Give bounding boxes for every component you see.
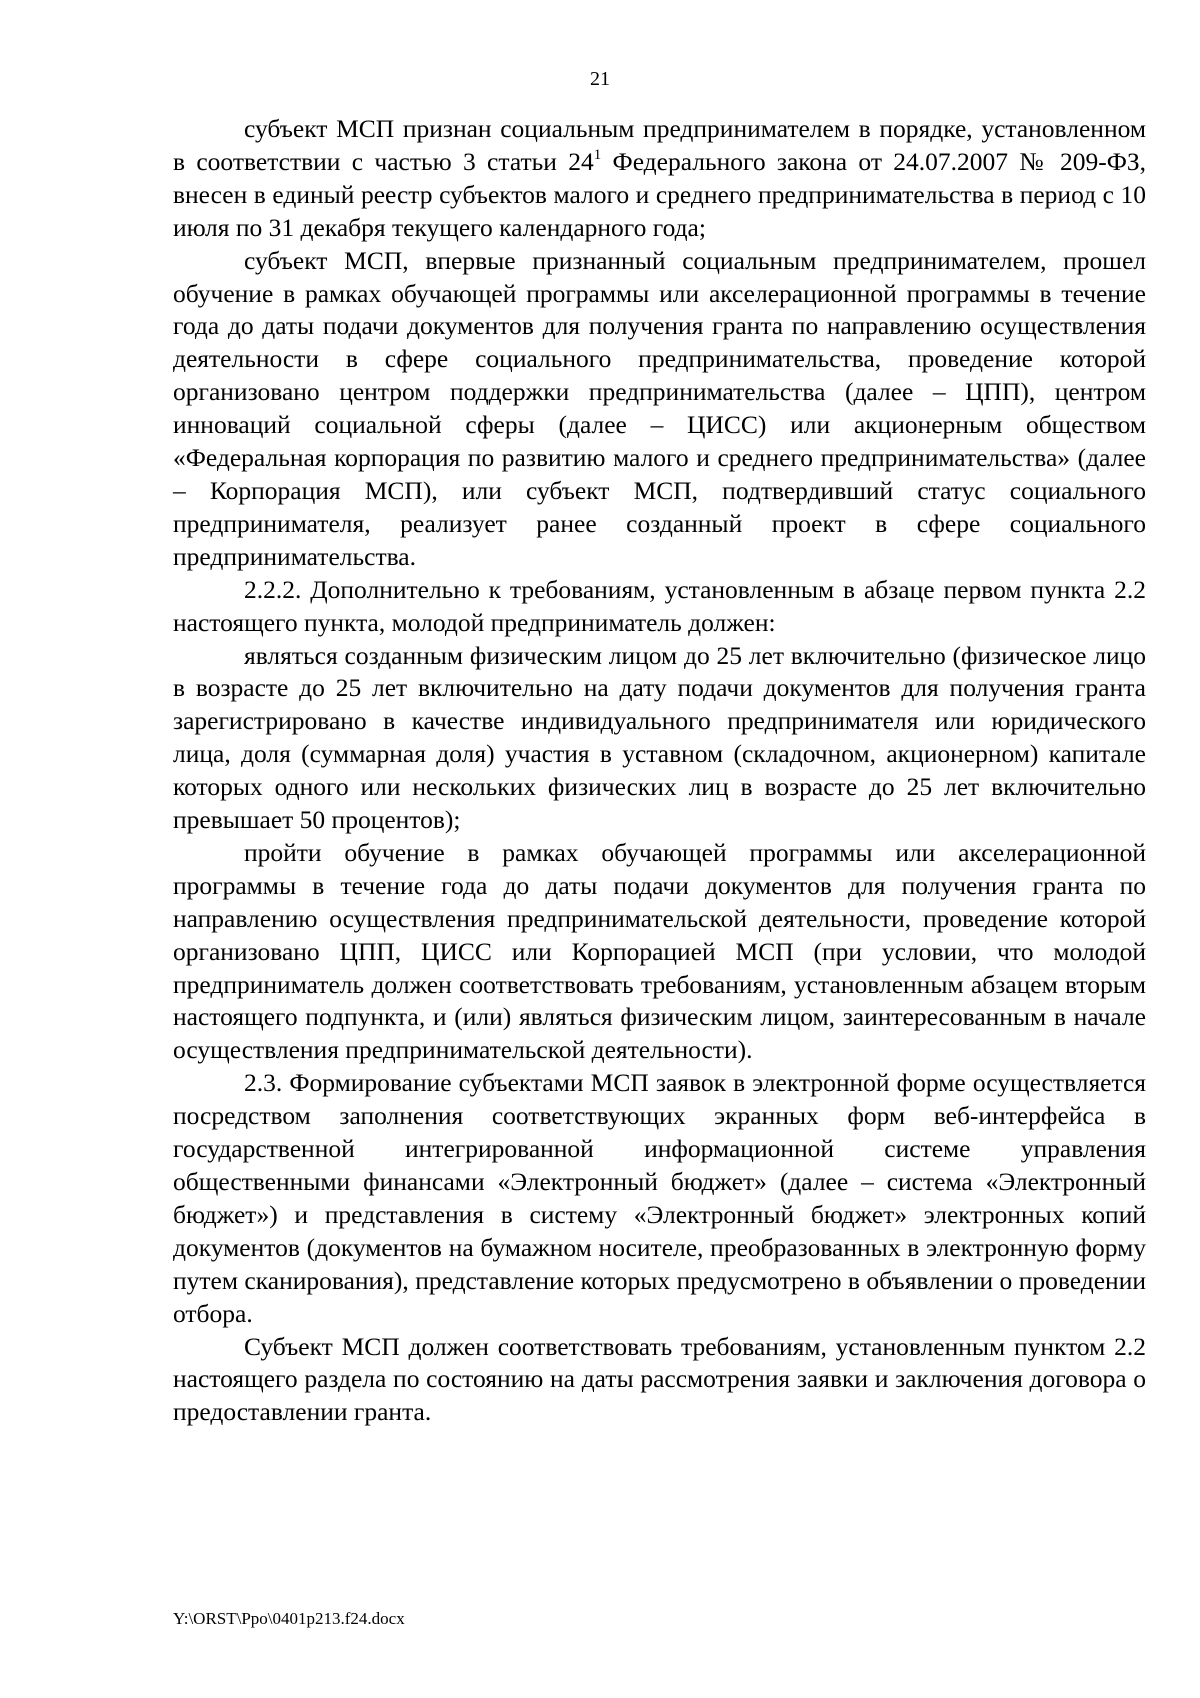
paragraph-text: Федерального закона от 24.07.2007 № 209-ФЗ, внесен в единый реестр субъектов малого и среднего предпринимательства в период с 10 июля по 31 декабря текущего календарного года; xyxy=(173,146,1146,242)
paragraph-social-entrepreneur-registered xyxy=(173,113,1146,245)
paragraph-2-2-2: 2.2.2. Дополнительно к требованиям, установленным в абзаце первом пункта 2.2 настоящего пункта, молодой предприниматель должен: xyxy=(173,574,1146,637)
paragraph-text: субъект МСП признан социальным предпринимателем в порядке, установленном в соответствии с частью 3 статьи 24 xyxy=(173,114,1146,176)
document-body xyxy=(173,113,1146,1429)
paragraph-young-entrepreneur-age: являться созданным физическим лицом до 25 лет включительно (физическое лицо в возрасте до 25 лет включительно на дату подачи документов для получения гранта зарегистрировано в качестве индивидуального предпринимателя или юридического лица, доля (суммарная доля) участия в уставном (складочном, акционерном) капитале которых одного или нескольких физических лиц в возрасте до 25 лет включительно превышает 50 процентов); xyxy=(173,640,1146,835)
superscript-footnote: 1 xyxy=(593,146,602,163)
paragraph-social-entrepreneur-training: субъект МСП, впервые признанный социальным предпринимателем, прошел обучение в рамках обучающей программы или акселерационной программы в течение года до даты подачи документов для получения гранта по направлению осуществления деятельности в сфере социального предпринимательства, проведение которой организовано центром поддержки предпринимательства (далее – ЦПП), центром инноваций социальной сферы (далее – ЦИСС) или акционерным обществом «Федеральная корпорация по развитию малого и среднего предпринимательства» (далее – Корпорация МСП), или субъект МСП, подтвердивший статус социального предпринимателя, реализует ранее созданный проект в сфере социального предпринимательства. xyxy=(173,245,1146,571)
paragraph-2-3: 2.3. Формирование субъектами МСП заявок в электронной форме осуществляется посредством заполнения соответствующих экранных форм веб-интерфейса в государственной интегрированной информационной системе управления общественными финансами «Электронный бюджет» (далее – система «Электронный бюджет») и представления в систему «Электронный бюджет» электронных копий документов (документов на бумажном носителе, преобразованных в электронную форму путем сканирования), представление которых предусмотрено в объявлении о проведении отбора. xyxy=(173,1068,1146,1328)
paragraph-requirements-compliance: Субъект МСП должен соответствовать требованиям, установленным пунктом 2.2 настоящего раздела по состоянию на даты рассмотрения заявки и заключения договора о предоставлении гранта. xyxy=(173,1331,1146,1427)
footer-file-path: Y:\ORST\Ppo\0401p213.f24.docx xyxy=(173,1609,405,1628)
paragraph-young-entrepreneur-training: пройти обучение в рамках обучающей программы или акселерационной программы в течение года до даты подачи документов для получения гранта по направлению осуществления предпринимательской деятельности, проведение которой организовано ЦПП, ЦИСС или Корпорацией МСП (при условии, что молодой предприниматель должен соответствовать требованиям, установленным абзацем вторым настоящего подпункта, и (или) являться физическим лицом, заинтересованным в начале осуществления предпринимательской деятельности). xyxy=(173,837,1146,1065)
page-number: 21 xyxy=(590,68,610,90)
